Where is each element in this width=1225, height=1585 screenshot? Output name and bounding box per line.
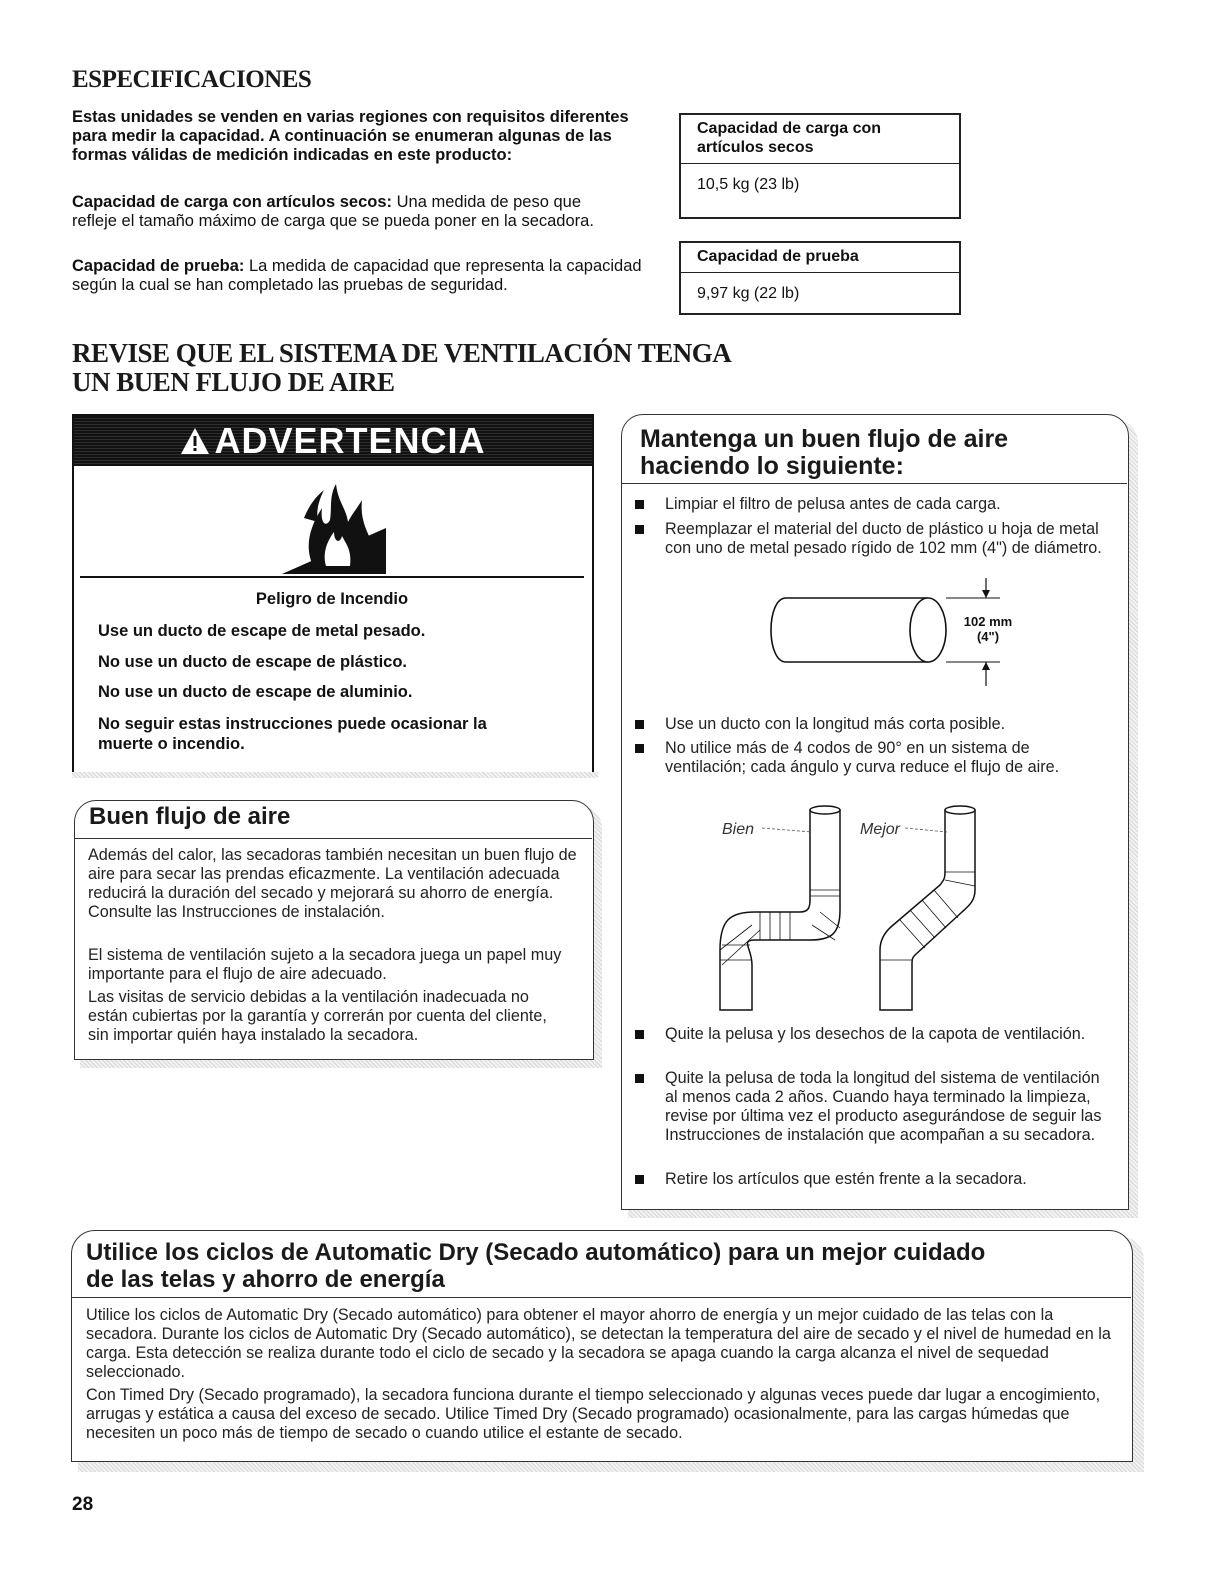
page-number: 28 bbox=[72, 1494, 94, 1515]
test-capacity-box bbox=[679, 241, 961, 315]
maintain-item6: Quite la pelusa de toda la longitud del sistema de ventilación al menos cada 2 años. Cuando haya terminado la limpieza, revise por última vez el producto asegurándose de seguir las Instrucciones de instalación que acompañan a su secadora. bbox=[665, 1069, 1102, 1144]
autodry-rule bbox=[72, 1297, 1131, 1298]
maintain-item4: No utilice más de 4 codos de 90° en un sistema de ventilación; cada ángulo y curva reduce el flujo de aire. bbox=[665, 739, 1060, 776]
bullet-icon bbox=[635, 744, 644, 753]
fire-icon bbox=[274, 478, 394, 578]
warning-title: ADVERTENCIA bbox=[214, 420, 486, 461]
autodry-title-line1: Utilice los ciclos de Automatic Dry (Secado automático) para un mejor cuidado bbox=[86, 1239, 986, 1266]
test-capacity-definition bbox=[72, 257, 642, 295]
warning-triangle-icon bbox=[180, 427, 210, 455]
warning-line2: No use un ducto de escape de plástico. bbox=[98, 653, 407, 671]
dry-capacity-text: Una medida de peso que refleje el tamaño máximo de carga que se pueda poner en la secadora. bbox=[72, 193, 594, 230]
bullet-icon bbox=[635, 500, 644, 509]
specs-title: ESPECIFICACIONES bbox=[72, 66, 312, 93]
maintain-title bbox=[640, 426, 1008, 480]
duct-dimension-mm: 102 mm bbox=[963, 614, 1013, 629]
autodry-title-line2: de las telas y ahorro de energía bbox=[86, 1266, 445, 1293]
duct-dimension-in: (4") bbox=[976, 629, 1000, 644]
maintain-item3: Use un ducto con la longitud más corta posible. bbox=[665, 715, 1006, 733]
warning-shadow bbox=[72, 772, 598, 778]
maintain-item7: Retire los artículos que estén frente a la secadora. bbox=[665, 1170, 1027, 1188]
dry-capacity-term: Capacidad de carga con artículos secos: bbox=[72, 193, 393, 211]
dry-capacity-box-value: 10,5 kg (23 lb) bbox=[697, 176, 800, 193]
label-better: Mejor bbox=[860, 821, 901, 838]
test-capacity-text: La medida de capacidad que representa la capacidad según la cual se han completado las pruebas de seguridad. bbox=[72, 257, 642, 294]
maintain-rule bbox=[622, 483, 1127, 484]
specs-intro: Estas unidades se venden en varias regiones con requisitos diferentes para medir la capacidad. A continuación se enumeran algunas de las formas válidas de medición indicadas en este producto: bbox=[72, 108, 629, 164]
airflow-rule bbox=[75, 838, 592, 839]
maintain-title-line1: Mantenga un buen flujo de aire bbox=[640, 425, 1009, 453]
test-capacity-term: Capacidad de prueba: bbox=[72, 257, 245, 275]
maintain-item1: Limpiar el filtro de pelusa antes de cada carga. bbox=[665, 495, 1001, 513]
warning-line3: No use un ducto de escape de aluminio. bbox=[98, 683, 413, 701]
section-vent-title bbox=[72, 339, 731, 397]
section-vent-title-line2: UN BUEN FLUJO DE AIRE bbox=[72, 367, 395, 397]
test-capacity-box-value: 9,97 kg (22 lb) bbox=[697, 285, 800, 302]
test-capacity-box-header: Capacidad de prueba bbox=[681, 243, 959, 273]
dry-capacity-box bbox=[679, 113, 961, 219]
bullet-icon bbox=[635, 1074, 644, 1083]
label-good: Bien bbox=[722, 821, 755, 838]
bullet-icon bbox=[635, 1030, 644, 1039]
dry-capacity-definition bbox=[72, 193, 627, 231]
airflow-p1: Además del calor, las secadoras también necesitan un buen flujo de aire para secar las prendas eficazmente. La ventilación adecuada reducirá la duración del secado y mejorará su ahorro de energía. Consulte las Instrucciones de instalación. bbox=[88, 846, 577, 921]
autodry-title bbox=[86, 1239, 985, 1293]
warning-line4: No seguir estas instrucciones puede ocasionar la muerte o incendio. bbox=[98, 715, 487, 753]
section-vent-title-line1: REVISE QUE EL SISTEMA DE VENTILACIÓN TENGA bbox=[72, 338, 732, 368]
warning-line1: Use un ducto de escape de metal pesado. bbox=[98, 622, 426, 640]
dry-capacity-box-header: Capacidad de carga con artículos secos bbox=[681, 115, 959, 164]
bullet-icon bbox=[635, 525, 644, 534]
airflow-title: Buen flujo de aire bbox=[89, 803, 291, 830]
airflow-p2: El sistema de ventilación sujeto a la secadora juega un papel muy importante para el flujo de aire adecuado. bbox=[88, 946, 562, 983]
elbow-diagram bbox=[700, 800, 1000, 1020]
bullet-icon bbox=[635, 1175, 644, 1184]
duct-dimension bbox=[960, 614, 1016, 644]
warning-box bbox=[72, 414, 594, 775]
maintain-title-line2: haciendo lo siguiente: bbox=[640, 452, 904, 480]
bullet-icon bbox=[635, 720, 644, 729]
warning-header bbox=[74, 416, 592, 466]
autodry-p2: Con Timed Dry (Secado programado), la secadora funciona durante el tiempo seleccionado y algunas veces puede dar lugar a encogimiento, arrugas y estática a causa del exceso de secado. Utilice Timed Dry (Secado programado) ocasionalmente, para las cargas húmedas que necesiten un poco más de tiempo de secado o cuando utilice el estante de secado. bbox=[86, 1386, 1101, 1442]
autodry-p1: Utilice los ciclos de Automatic Dry (Secado automático) para obtener el mayor ahorro de energía y un mejor cuidado de las telas con la secadora. Durante los ciclos de Automatic Dry (Secado automático), se detectan la temperatura del aire de secado y el nivel de humedad en la carga. Esta detección se realiza durante todo el ciclo de secado y la secadora se apaga cuando la carga alcanza el nivel de sequedad seleccionado. bbox=[86, 1306, 1111, 1381]
warning-hazard: Peligro de Incendio bbox=[255, 590, 409, 608]
airflow-p3: Las visitas de servicio debidas a la ventilación inadecuada no están cubiertas por la garantía y correrán por cuenta del cliente, sin importar quién haya instalado la secadora. bbox=[88, 988, 547, 1044]
maintain-item5: Quite la pelusa y los desechos de la capota de ventilación. bbox=[665, 1025, 1086, 1043]
maintain-item2: Reemplazar el material del ducto de plástico u hoja de metal con uno de metal pesado rígido de 102 mm (4") de diámetro. bbox=[665, 520, 1102, 557]
warning-divider bbox=[80, 576, 584, 578]
